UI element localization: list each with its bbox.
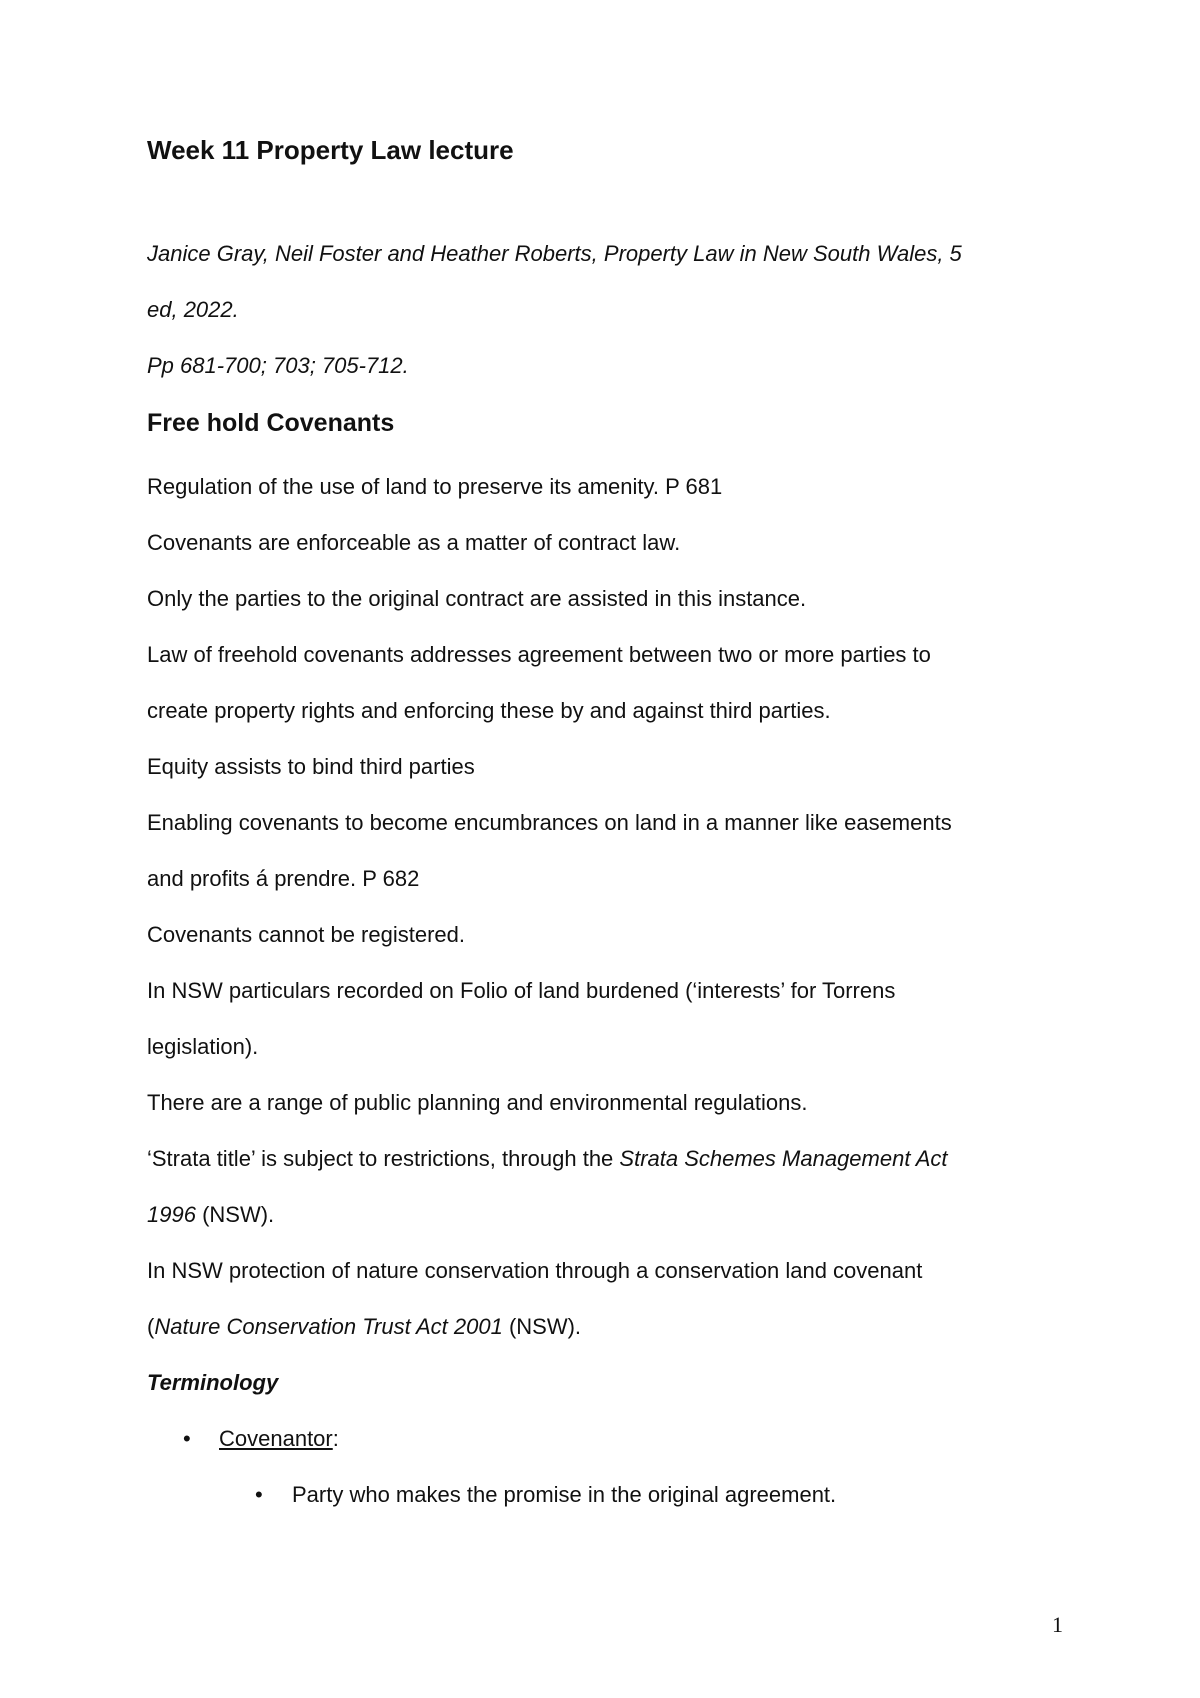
paragraph: Covenants cannot be registered. xyxy=(147,922,465,947)
paragraph: Equity assists to bind third parties xyxy=(147,754,475,779)
paragraph-text: ‘Strata title’ is subject to restrictions, through the xyxy=(147,1146,620,1171)
paragraph-text: ( xyxy=(147,1314,155,1339)
paragraph: In NSW particulars recorded on Folio of land burdened (‘interests’ for Torrens xyxy=(147,978,896,1003)
paragraph: create property rights and enforcing these by and against third parties. xyxy=(147,698,831,723)
reference-line-2: ed, 2022. xyxy=(147,297,239,322)
paragraph: Enabling covenants to become encumbrances on land in a manner like easements xyxy=(147,810,952,835)
paragraph xyxy=(147,1201,274,1229)
terminology-heading: Terminology xyxy=(147,1370,279,1395)
paragraph-text: (NSW). xyxy=(502,1314,582,1339)
act-title: 1996 xyxy=(147,1202,196,1227)
paragraph xyxy=(147,1145,948,1173)
act-title: Nature Conservation Trust Act 2001 xyxy=(154,1314,503,1339)
paragraph: Only the parties to the original contract are assisted in this instance. xyxy=(147,586,807,611)
term-label: Covenantor xyxy=(219,1426,333,1451)
term-colon: : xyxy=(332,1426,339,1451)
term-definition: Party who makes the promise in the original agreement. xyxy=(292,1482,837,1507)
paragraph: Covenants are enforceable as a matter of contract law. xyxy=(147,530,681,555)
reference-pages: Pp 681-700; 703; 705-712. xyxy=(147,353,409,378)
bullet-icon: • xyxy=(183,1426,191,1451)
paragraph: Regulation of the use of land to preserve its amenity. P 681 xyxy=(147,474,723,499)
reference-line-1: Janice Gray, Neil Foster and Heather Roberts, Property Law in New South Wales, 5 xyxy=(147,241,962,266)
section-heading: Free hold Covenants xyxy=(147,409,395,437)
paragraph: and profits á prendre. P 682 xyxy=(147,866,420,891)
act-title: Strata Schemes Management Act xyxy=(619,1146,948,1171)
bullet-icon: • xyxy=(255,1482,263,1507)
paragraph: legislation). xyxy=(147,1034,259,1059)
document-title: Week 11 Property Law lecture xyxy=(147,135,514,165)
paragraph: In NSW protection of nature conservation through a conservation land covenant xyxy=(147,1258,923,1283)
paragraph: Law of freehold covenants addresses agreement between two or more parties to xyxy=(147,642,931,667)
page-number: 1 xyxy=(1052,1612,1063,1637)
paragraph xyxy=(147,1313,581,1341)
paragraph-text: (NSW). xyxy=(195,1202,275,1227)
term-item xyxy=(219,1425,339,1453)
paragraph: There are a range of public planning and environmental regulations. xyxy=(147,1090,808,1115)
